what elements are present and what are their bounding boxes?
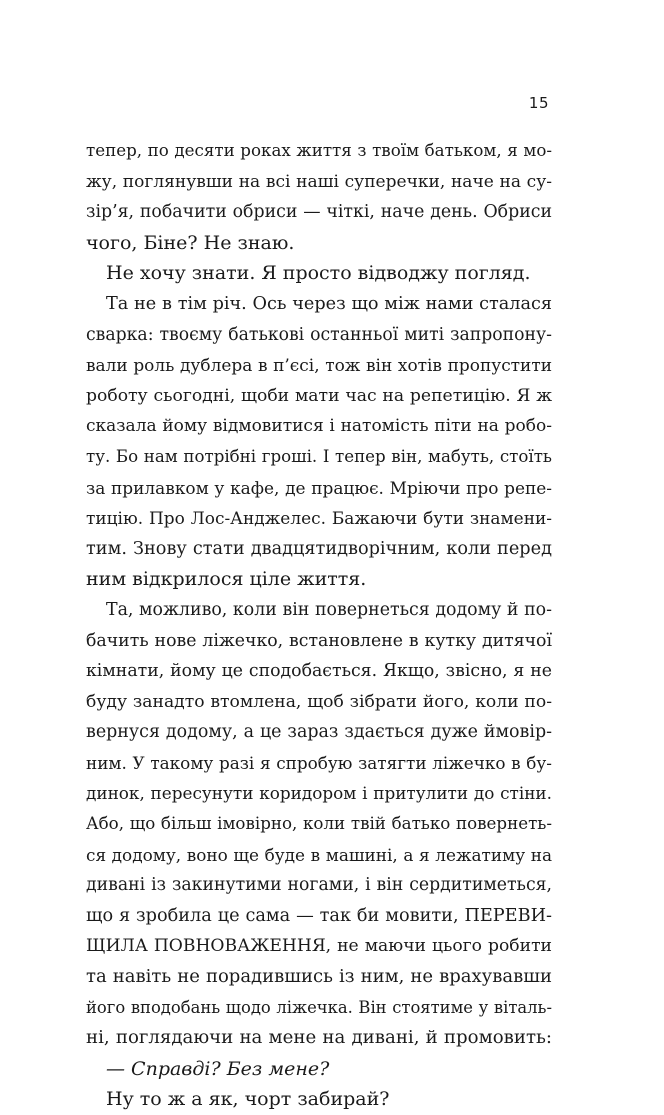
page-number: 15 — [528, 94, 549, 112]
text-line: ЩИЛА ПОВНОВАЖЕННЯ, не маючи цього робити — [86, 936, 552, 957]
text-line: ні, поглядаючи на мене на дивані, й промовить: — [86, 1027, 552, 1049]
text-line: кімнати, йому це сподобається. Якщо, звісно, я не — [86, 661, 552, 682]
text-line: Або, що більш імовірно, коли твій батько повернеть- — [86, 814, 552, 834]
text-line: Не хочу знати. Я просто відводжу погляд. — [106, 262, 531, 285]
text-line: — Справді? Без мене? — [106, 1057, 330, 1080]
text-line: сварка: твоєму батькові останньої миті запропону- — [86, 324, 552, 345]
text-line: та навіть не порадившись із ним, не врахувавши — [86, 966, 552, 988]
text-line: ним. У такому разі я спробую затягти ліжечко в бу- — [86, 752, 552, 773]
text-line: чого, Біне? Не знаю. — [86, 231, 295, 254]
text-line: зір’я, побачити обриси — чіткі, наче день. Обриси — [86, 202, 552, 223]
text-line: вернуся додому, а це зараз здається дуже ймовір- — [86, 722, 552, 743]
text-line: його вподобань щодо ліжечка. Він стоятиме у віталь- — [86, 997, 552, 1017]
text-line: тим. Знову стати двадцятидворічним, коли перед — [86, 538, 552, 559]
text-line: бачить нове ліжечко, встановлене в кутку дитячої — [86, 630, 552, 651]
text-line: вали роль дублера в п’єсі, тож він хотів пропустити — [86, 355, 552, 376]
text-line: ся додому, воно ще буде в машині, а я лежатиму на — [86, 844, 552, 865]
text-line: що я зробила це сама — так би мовити, ПЕРЕВИ- — [86, 905, 552, 926]
text-line: роботу сьогодні, щоби мати час на репетицію. Я ж — [86, 385, 552, 406]
text-line: Та не в тім річ. Ось через що між нами сталася — [106, 293, 552, 314]
text-line: тепер, по десяти роках життя з твоїм батьком, я мо- — [86, 141, 552, 160]
text-line: за прилавком у кафе, де працює. Мріючи про репе- — [86, 477, 552, 498]
text-line: тицію. Про Лос-Анджелес. Бажаючи бути знамени- — [86, 508, 552, 529]
text-line: дивані із закинутими ногами, і він сердитиметься, — [86, 875, 552, 896]
text-line: ним відкрилося ціле життя. — [86, 568, 367, 591]
body-text — [86, 136, 552, 1115]
text-line: Ну то ж а як, чорт забирай? — [106, 1088, 390, 1111]
text-line: сказала йому відмовитися і натомість піти на робо- — [86, 416, 552, 437]
text-line: жу, поглянувши на всі наші суперечки, наче на су- — [86, 171, 552, 192]
text-line: динок, пересунути коридором і притулити до стіни. — [86, 783, 552, 804]
text-line: буду занадто втомлена, щоб зібрати його, коли по- — [86, 691, 552, 712]
text-line: ту. Бо нам потрібні гроші. І тепер він, мабуть, стоїть — [86, 446, 552, 466]
text-line: Та, можливо, коли він повернеться додому й по- — [106, 599, 552, 620]
